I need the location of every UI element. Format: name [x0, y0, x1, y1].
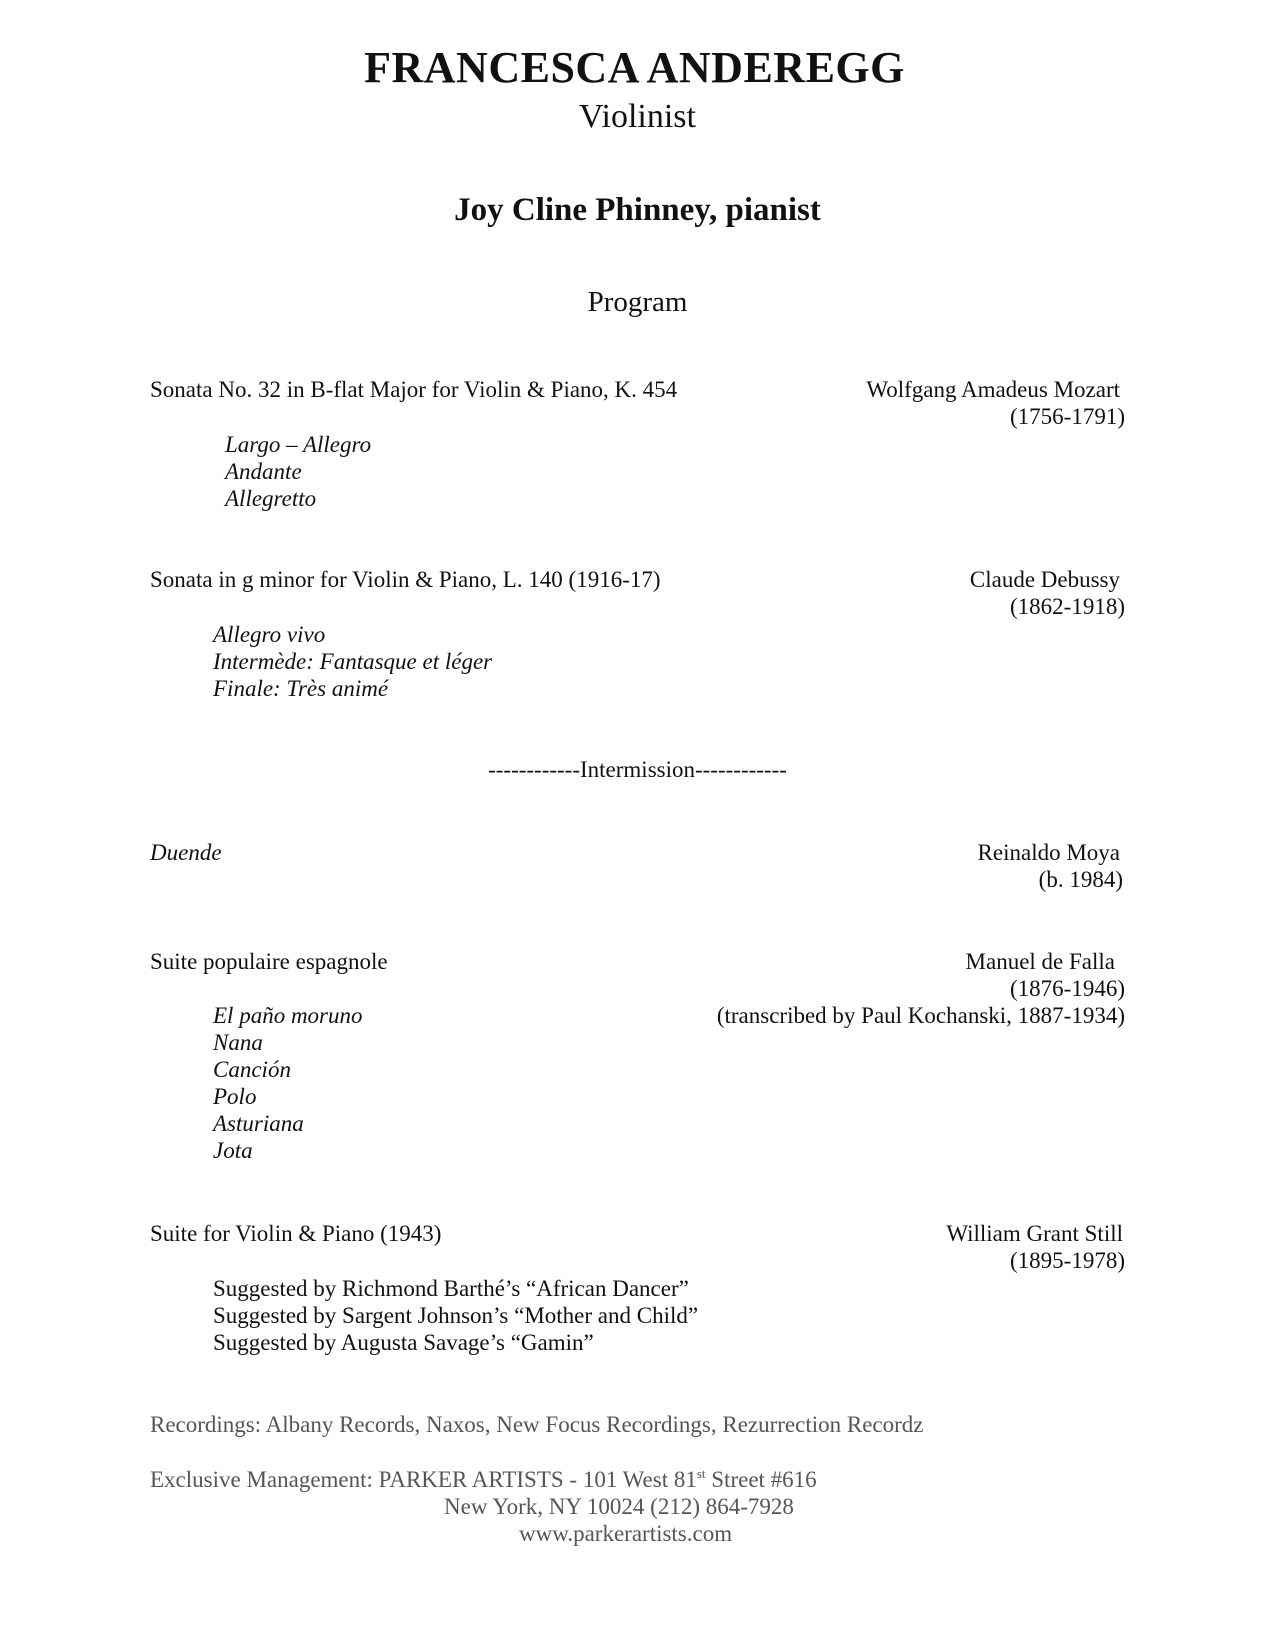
composer-dates: (b. 1984): [1038, 867, 1123, 892]
pianist-credit: Joy Cline Phinney, pianist: [454, 192, 821, 228]
recordings-line: Recordings: Albany Records, Naxos, New Focus Recordings, Rezurrection Recordz: [150, 1412, 924, 1437]
movement: Andante: [225, 459, 302, 484]
composer-name: Wolfgang Amadeus Mozart: [866, 377, 1120, 402]
composer-name: Claude Debussy: [969, 567, 1120, 592]
management-line: [150, 1467, 817, 1493]
movement: Suggested by Richmond Barthé’s “African Dancer”: [213, 1276, 689, 1301]
ordinal-suffix: st: [696, 1466, 706, 1481]
address-line: New York, NY 10024 (212) 864-7928: [444, 1494, 794, 1519]
movement: Suggested by Augusta Savage’s “Gamin”: [213, 1330, 594, 1355]
artist-name: FRANCESCA ANDEREGG: [364, 43, 905, 92]
movement: Largo – Allegro: [225, 432, 372, 457]
movement: Intermède: Fantasque et léger: [213, 649, 493, 674]
movement: Jota: [213, 1138, 253, 1163]
composer-dates: (1876-1946): [1010, 976, 1125, 1001]
movement: El paño moruno: [213, 1003, 363, 1028]
management-suffix: Street #616: [705, 1467, 817, 1492]
movement: Allegretto: [225, 486, 317, 511]
movement: Suggested by Sargent Johnson’s “Mother and Child”: [213, 1303, 699, 1328]
work-title: Suite for Violin & Piano (1943): [150, 1221, 442, 1246]
composer-name: William Grant Still: [946, 1221, 1123, 1246]
composer-name: Manuel de Falla: [965, 949, 1115, 974]
work-title: Duende: [150, 840, 222, 865]
management-prefix: Exclusive Management: PARKER ARTISTS - 101 West 81: [150, 1467, 697, 1492]
artist-role: Violinist: [579, 98, 696, 135]
website-link[interactable]: www.parkerartists.com: [519, 1521, 733, 1546]
program-heading: Program: [587, 286, 688, 318]
composer-dates: (1756-1791): [1010, 404, 1125, 429]
movement: Polo: [213, 1084, 257, 1109]
intermission-divider: ------------Intermission------------: [488, 757, 787, 782]
composer-dates: (1862-1918): [1010, 594, 1125, 619]
work-title: Sonata No. 32 in B-flat Major for Violin & Piano, K. 454: [150, 377, 678, 402]
movement: Asturiana: [213, 1111, 304, 1136]
transcription-note: (transcribed by Paul Kochanski, 1887-1934): [716, 1003, 1125, 1028]
movement: Nana: [213, 1030, 263, 1055]
movement: Finale: Très animé: [213, 676, 389, 701]
composer-name: Reinaldo Moya: [977, 840, 1120, 865]
movement: Canción: [213, 1057, 291, 1082]
movement: Allegro vivo: [213, 622, 326, 647]
composer-dates: (1895-1978): [1010, 1248, 1125, 1273]
work-title: Sonata in g minor for Violin & Piano, L. 140 (1916-17): [150, 567, 661, 592]
work-title: Suite populaire espagnole: [150, 949, 388, 974]
